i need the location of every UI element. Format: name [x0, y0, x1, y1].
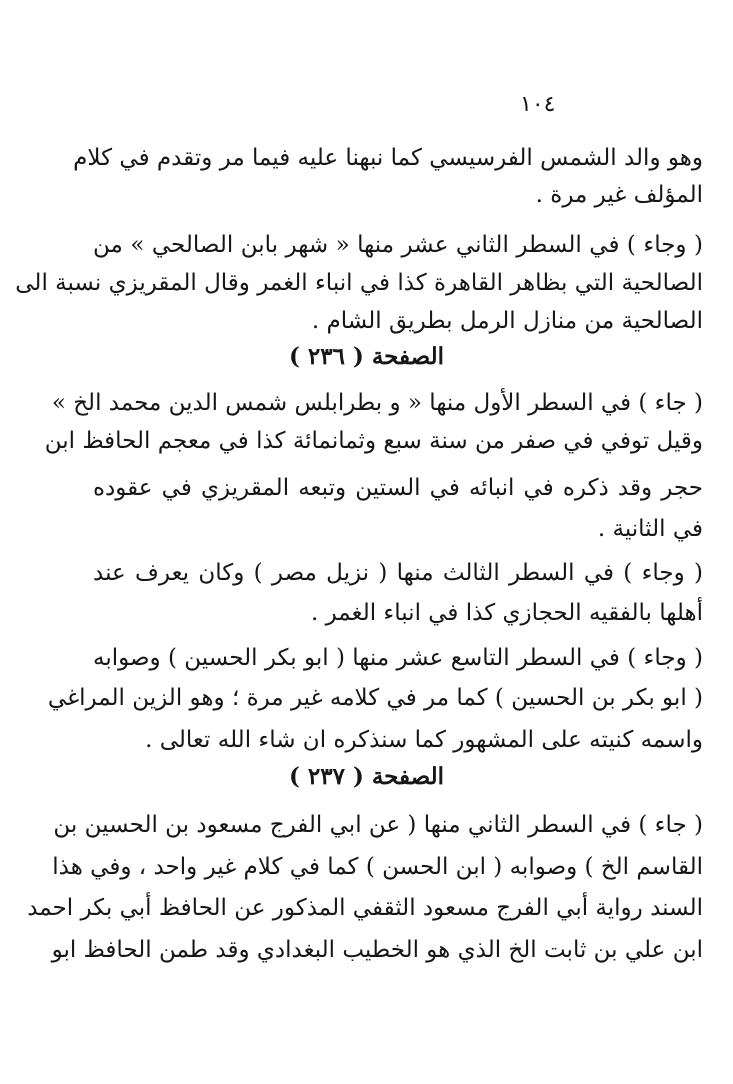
section-heading: الصفحة ( ٢٣٦ ) [288, 343, 444, 370]
text-line: في الثانية . [597, 516, 703, 542]
text-line: الصالحية من منازل الرمل بطريق الشام . [311, 308, 703, 334]
text-line: واسمه كنيته على المشهور كما سنذكره ان شاء الله تعالى . [145, 727, 703, 753]
text-line: الصالحية التي بظاهر القاهرة كذا في انباء الغمر وقال المقريزي نسبة الى [15, 270, 703, 296]
text-line: السند رواية أبي الفرج مسعود الثقفي المذكور عن الحافظ أبي بكر احمد [27, 895, 703, 921]
text-line: ابن علي بن ثابت الخ الذي هو الخطيب البغدادي وقد طمن الحافظ ابو [51, 937, 703, 963]
text-line: ( جاء ) في السطر الثاني منها ( عن ابي الفرج مسعود بن الحسين بن [53, 812, 703, 838]
text-line: ( وجاء ) في السطر الثالث منها ( نزيل مصر ) وكان يعرف عند [93, 560, 703, 586]
text-line: ( ابو بكر بن الحسين ) كما مر في كلامه غير مرة ؛ وهو الزين المراغي [47, 685, 703, 711]
text-line: ( جاء ) في السطر الأول منها « و بطرابلس شمس الدين محمد الخ » [51, 390, 703, 416]
page-number: ١٠٤ [520, 92, 556, 117]
text-line: القاسم الخ ) وصوابه ( ابن الحسن ) كما في كلام غير واحد ، وفي هذا [52, 854, 703, 880]
text-line: حجر وقد ذكره في انبائه في الستين وتبعه المقريزي في عقوده [93, 475, 703, 501]
text-line: وهو والد الشمس الفرسيسي كما نبهنا عليه فيما مر وتقدم في كلام [73, 145, 703, 171]
text-line: المؤلف غير مرة . [535, 182, 703, 208]
text-line: ( وجاء ) في السطر الثاني عشر منها « شهر بابن الصالحي » من [93, 232, 703, 258]
text-line: وقيل توفي في صفر من سنة سبع وثمانمائة كذا في معجم الحافظ ابن [44, 428, 703, 454]
section-heading: الصفحة ( ٢٣٧ ) [288, 763, 444, 790]
text-line: ( وجاء ) في السطر التاسع عشر منها ( ابو بكر الحسين ) وصوابه [93, 645, 703, 671]
text-line: أهلها بالفقيه الحجازي كذا في انباء الغمر . [310, 600, 703, 626]
